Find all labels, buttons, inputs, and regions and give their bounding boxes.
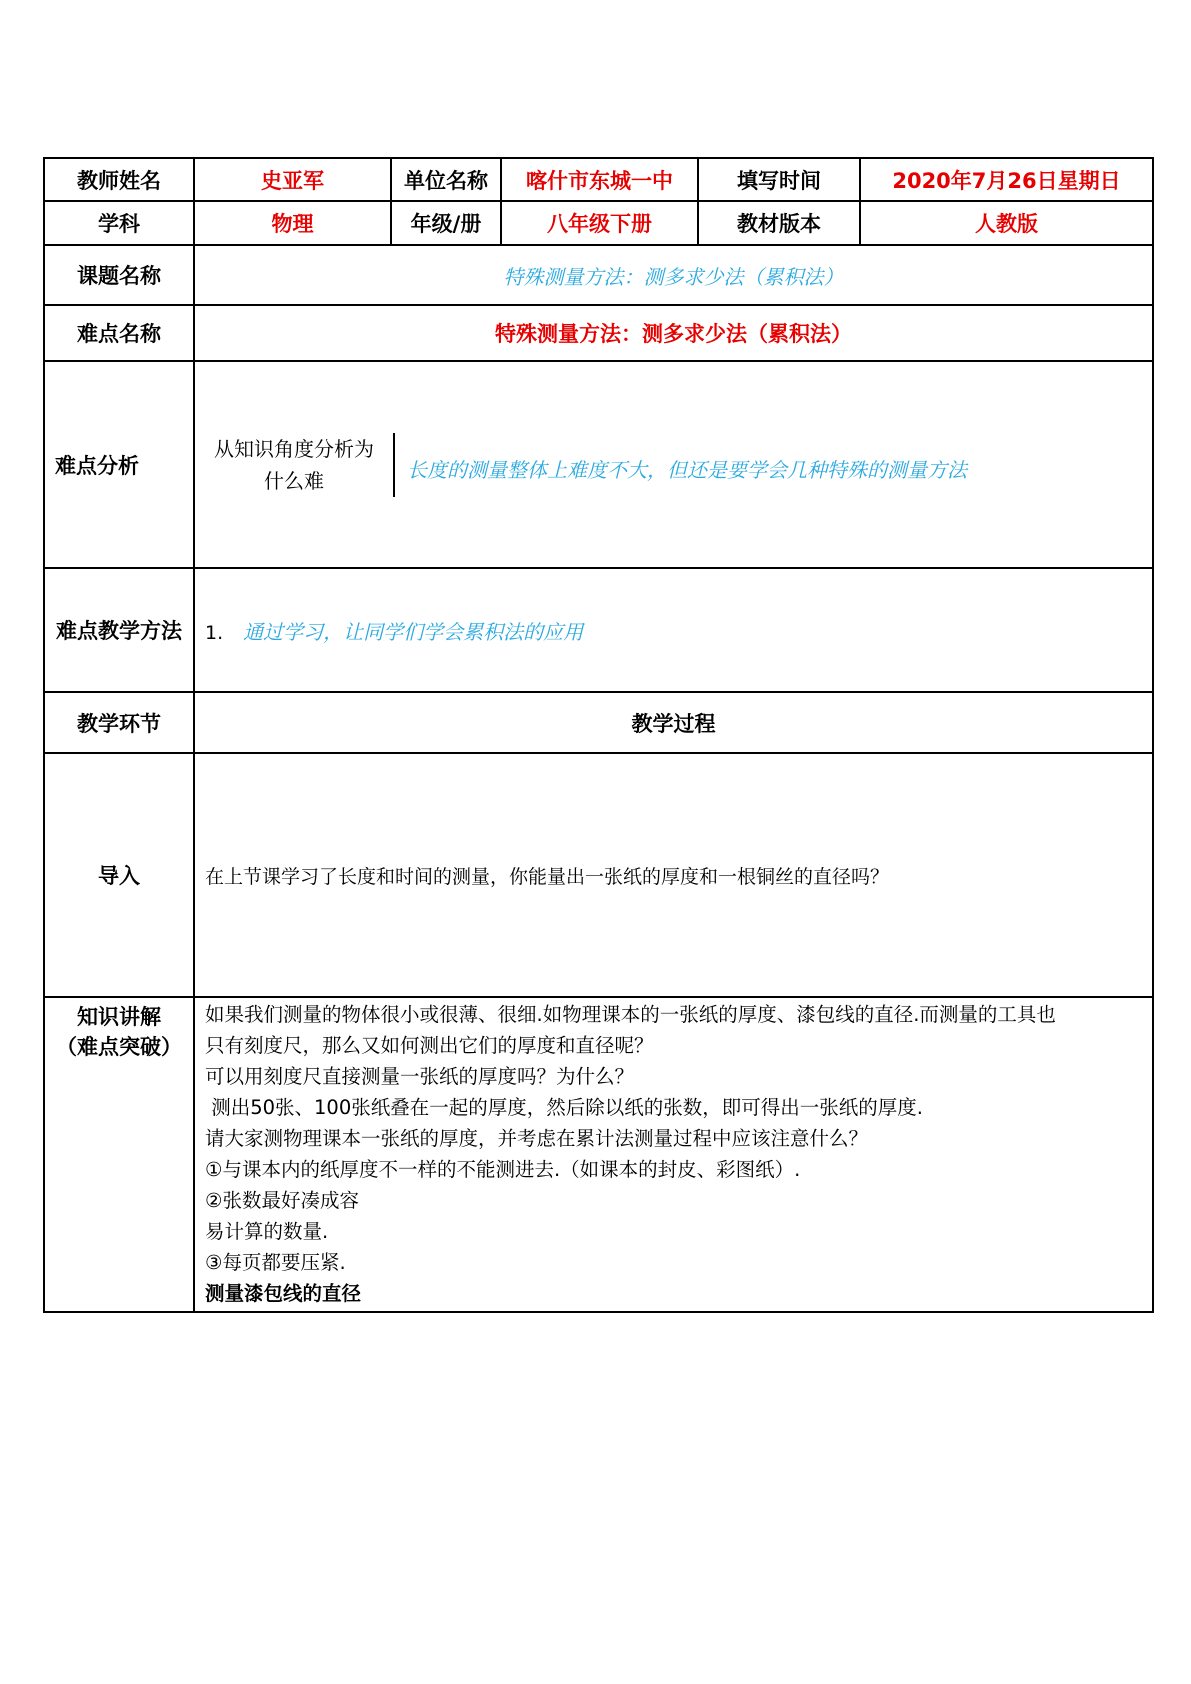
intro-row — [44, 753, 1153, 997]
unit-value: 喀什市东城一中 — [501, 158, 698, 201]
process-label: 教学过程 — [194, 692, 1153, 753]
topic-label: 课题名称 — [44, 245, 194, 305]
explain-line: 只有刻度尺，那么又如何测出它们的厚度和直径呢？ — [205, 1034, 654, 1057]
method-value: 通过学习，让同学们学会累积法的应用 — [243, 619, 584, 644]
teacher-value: 史亚军 — [194, 158, 391, 201]
explain-label — [44, 997, 194, 1312]
grade-value: 八年级下册 — [501, 201, 698, 245]
explain-content — [194, 997, 1153, 1312]
unit-label: 单位名称 — [391, 158, 501, 201]
method-label: 难点教学方法 — [44, 568, 194, 692]
explain-line: ②张数最好凑成容 — [205, 1189, 359, 1212]
difficulty-value: 特殊测量方法：测多求少法（累积法） — [194, 305, 1153, 361]
explain-line: 测出50张、100张纸叠在一起的厚度，然后除以纸的张数，即可得出一张纸的厚度. — [205, 1096, 923, 1119]
explain-line: ③每页都要压紧. — [205, 1251, 346, 1274]
explain-line: ①与课本内的纸厚度不一样的不能测进去.（如课本的封皮、彩图纸）. — [205, 1158, 801, 1181]
analysis-value: 长度的测量整体上难度不大，但还是要学会几种特殊的测量方法 — [407, 458, 967, 482]
explain-line: 易计算的数量. — [205, 1220, 329, 1243]
topic-row — [44, 245, 1153, 305]
date-value: 2020年7月26日星期日 — [860, 158, 1153, 201]
method-number: 1. — [205, 621, 224, 644]
explain-bold-line: 测量漆包线的直径 — [205, 1282, 362, 1305]
method-cell — [194, 568, 1153, 692]
difficulty-label: 难点名称 — [44, 305, 194, 361]
grade-label: 年级/册 — [391, 201, 501, 245]
process-header-row — [44, 692, 1153, 753]
header-row-1 — [44, 158, 1153, 201]
date-label: 填写时间 — [698, 158, 860, 201]
explain-label-line2: （难点突破） — [56, 1035, 182, 1059]
teacher-label: 教师姓名 — [44, 158, 194, 201]
header-row-2 — [44, 201, 1153, 245]
explain-label-line1: 知识讲解 — [77, 1005, 161, 1029]
stage-label: 教学环节 — [44, 692, 194, 753]
subject-label: 学科 — [44, 201, 194, 245]
analysis-inner — [195, 433, 1152, 497]
explain-line: 如果我们测量的物体很小或很薄、很细.如物理课本的一张纸的厚度、漆包线的直径.而测量的工具也 — [205, 1003, 1056, 1026]
analysis-label: 难点分析 — [44, 361, 194, 568]
difficulty-row — [44, 305, 1153, 361]
edition-label: 教材版本 — [698, 201, 860, 245]
edition-value: 人教版 — [860, 201, 1153, 245]
method-row — [44, 568, 1153, 692]
topic-value: 特殊测量方法：测多求少法（累积法） — [194, 245, 1153, 305]
explain-row — [44, 997, 1153, 1312]
lesson-plan-table — [43, 157, 1154, 1313]
explain-line: 可以用刻度尺直接测量一张纸的厚度吗？为什么？ — [205, 1065, 635, 1088]
analysis-row — [44, 361, 1153, 568]
intro-value: 在上节课学习了长度和时间的测量，你能量出一张纸的厚度和一根铜丝的直径吗？ — [194, 753, 1153, 997]
subject-value: 物理 — [194, 201, 391, 245]
explain-line: 请大家测物理课本一张纸的厚度，并考虑在累计法测量过程中应该注意什么？ — [205, 1127, 869, 1150]
analysis-sub-label: 从知识角度分析为什么难 — [195, 433, 394, 497]
intro-label: 导入 — [44, 753, 194, 997]
